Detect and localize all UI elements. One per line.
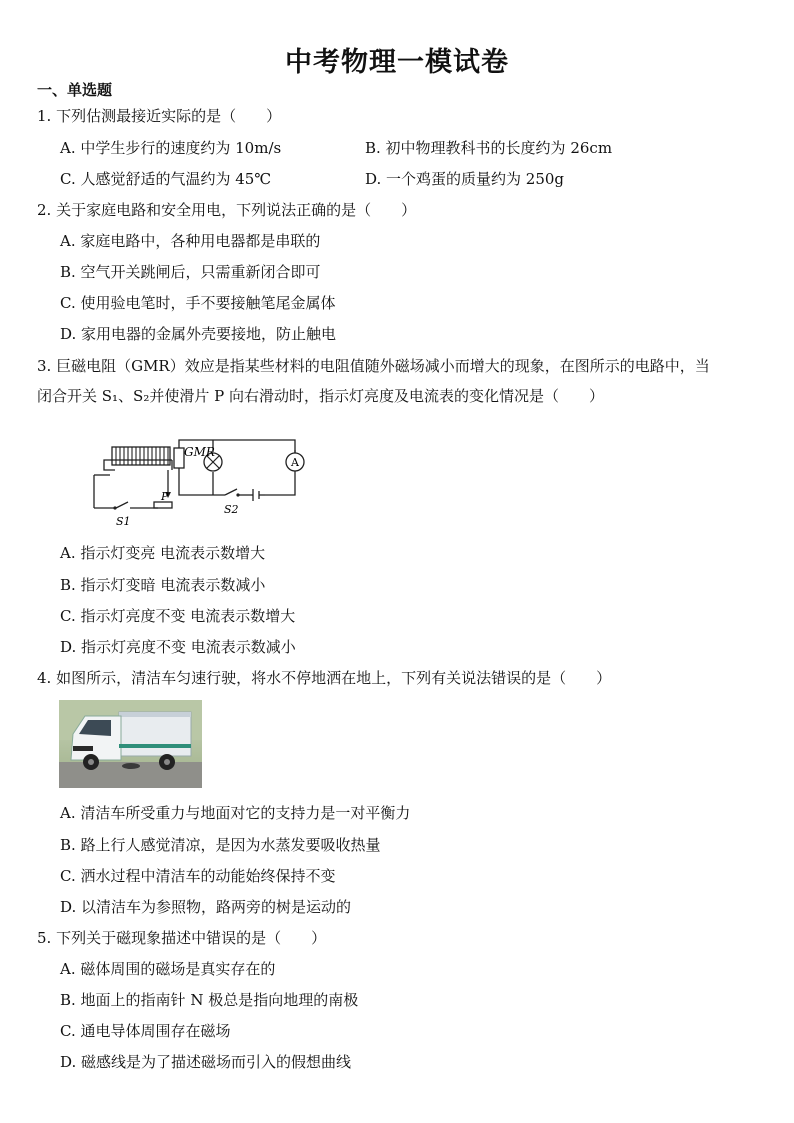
q3-option-c: C. 指示灯亮度不变 电流表示数增大 [60, 607, 296, 625]
question-3-stem-line2: 闭合开关 S₁、S₂并使滑片 P 向右滑动时，指示灯亮度及电流表的变化情况是（ ） [37, 387, 604, 405]
gmr-label: GMR [184, 445, 215, 459]
q3-option-d: D. 指示灯亮度不变 电流表示数减小 [60, 638, 296, 656]
ammeter-label: A [291, 456, 299, 469]
q2-option-a: A. 家庭电路中，各种用电器都是串联的 [60, 232, 321, 250]
q4-option-c: C. 洒水过程中清洁车的动能始终保持不变 [60, 867, 336, 885]
switch2-label: S2 [224, 503, 239, 516]
q5-option-c: C. 通电导体周围存在磁场 [60, 1022, 231, 1040]
q1-option-d: D. 一个鸡蛋的质量约为 250g [365, 170, 565, 188]
section-heading: 一、单选题 [37, 81, 113, 99]
q5-option-a: A. 磁体周围的磁场是真实存在的 [60, 960, 276, 978]
question-5-stem: 5. 下列关于磁现象描述中错误的是（ ） [37, 929, 327, 947]
slider-label: P [161, 490, 169, 503]
q3-option-b: B. 指示灯变暗 电流表示数减小 [60, 576, 266, 594]
street-sweeper-photo [59, 700, 202, 788]
q4-option-a: A. 清洁车所受重力与地面对它的支持力是一对平衡力 [60, 804, 411, 822]
q1-option-c: C. 人感觉舒适的气温约为 45℃ [60, 170, 272, 188]
page-title: 中考物理一模试卷 [285, 47, 509, 78]
question-4-stem: 4. 如图所示，清洁车匀速行驶，将水不停地洒在地上，下列有关说法错误的是（ ） [37, 669, 612, 687]
q2-option-b: B. 空气开关跳闸后，只需重新闭合即可 [60, 263, 321, 281]
q4-option-b: B. 路上行人感觉清凉，是因为水蒸发要吸收热量 [60, 836, 381, 854]
q5-option-d: D. 磁感线是为了描述磁场而引入的假想曲线 [60, 1053, 352, 1071]
question-2-stem: 2. 关于家庭电路和安全用电，下列说法正确的是（ ） [37, 201, 417, 219]
q2-option-c: C. 使用验电笔时，手不要接触笔尾金属体 [60, 294, 336, 312]
q1-option-a: A. 中学生步行的速度约为 10m/s [60, 139, 282, 157]
q5-option-b: B. 地面上的指南针 N 极总是指向地理的南极 [60, 991, 359, 1009]
gmr-circuit-diagram [82, 430, 307, 530]
q2-option-d: D. 家用电器的金属外壳要接地，防止触电 [60, 325, 337, 343]
q1-option-b: B. 初中物理教科书的长度约为 26cm [365, 139, 613, 157]
q3-option-a: A. 指示灯变亮 电流表示数增大 [60, 544, 266, 562]
question-3-stem-line1: 3. 巨磁电阻（GMR）效应是指某些材料的电阻值随外磁场减小而增大的现象，在图所示的电路中，当 [37, 357, 710, 375]
q4-option-d: D. 以清洁车为参照物，路两旁的树是运动的 [60, 898, 352, 916]
question-1-stem: 1. 下列估测最接近实际的是（ ） [37, 107, 282, 125]
switch1-label: S1 [116, 515, 131, 528]
